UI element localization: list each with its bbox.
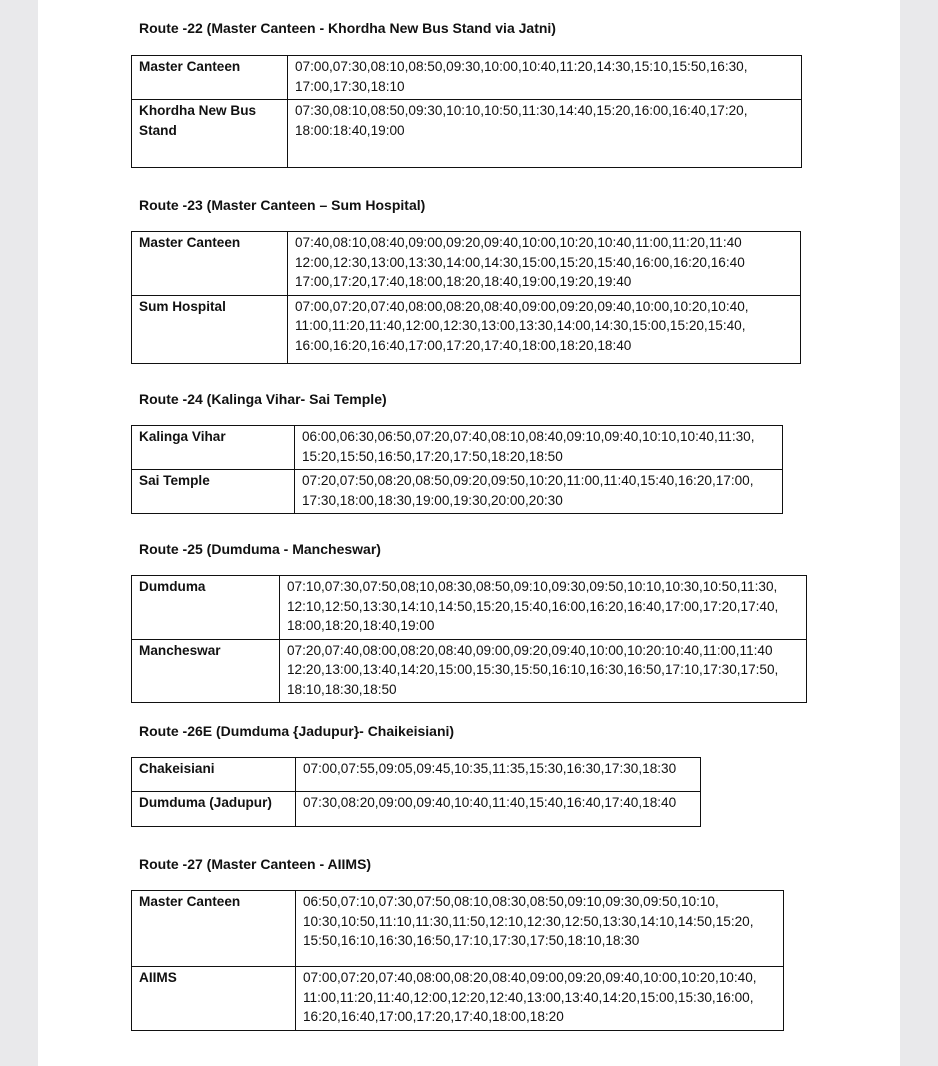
stop-name: Chakeisiani (132, 758, 296, 792)
timetable (131, 575, 807, 703)
table-row (132, 232, 801, 296)
route-title: Route -22 (Master Canteen - Khordha New Bus Stand via Jatni) (139, 20, 556, 36)
departure-times: 07:00,07:30,08:10,08:50,09:30,10:00,10:40,11:20,14:30,15:10,15:50,16:30, 17:00,17:30,18:10 (288, 56, 802, 100)
route-title: Route -26E (Dumduma {Jadupur}- Chaikeisiani) (139, 723, 455, 739)
table-row (132, 100, 802, 168)
timetable (131, 55, 802, 168)
departure-times: 07:00,07:20,07:40,08:00,08:20,08:40,09:00,09:20,09:40,10:00,10:20,10:40, 11:00,11:20,11:40,12:00,12:20,12:40,13:00,13:40,14:20,15:00,15:30,16:00, 16:20,16:40,17:00,17:20,17:40,18:00,18:20 (296, 967, 784, 1031)
departure-times: 06:00,06:30,06:50,07:20,07:40,08:10,08:40,09:10,09:40,10:10,10:40,11:30, 15:20,15:50,16:50,17:20,17:50,18:20,18:50 (295, 426, 783, 470)
departure-times: 07:10,07:30,07:50,08;10,08:30,08:50,09:10,09:30,09:50,10:10,10:30,10:50,11:30, 12:10,12:50,13:30,14:10,14:50,15:20,15:40,16:00,16:20,16:40,17:00,17:20,17:40, 18:00,18:20,18:40,19:00 (280, 576, 807, 640)
table-row (132, 470, 783, 514)
stop-name: AIIMS (132, 967, 296, 1031)
stop-name: Master Canteen (132, 56, 288, 100)
route-title: Route -23 (Master Canteen – Sum Hospital) (139, 197, 426, 213)
departure-times: 07:00,07:20,07:40,08:00,08:20,08:40,09:00,09:20,09:40,10:00,10:20,10:40, 11:00,11:20,11:40,12:00,12:30,13:00,13:30,14:00,14:30,15:00,15:20,15:40, 16:00,16:20,16:40,17:00,17:20,17:40,18:00,18:20,18:40 (288, 295, 801, 363)
document-page (38, 0, 900, 1066)
table-row (132, 967, 784, 1031)
stop-name: Master Canteen (132, 232, 288, 296)
table-row (132, 576, 807, 640)
table-row (132, 792, 701, 827)
table-row (132, 295, 801, 363)
table-row (132, 56, 802, 100)
timetable (131, 890, 784, 1031)
table-row (132, 758, 701, 792)
table-row (132, 639, 807, 703)
departure-times: 06:50,07:10,07:30,07:50,08:10,08:30,08:50,09:10,09:30,09:50,10:10, 10:30,10:50,11:10,11:30,11:50,12:10,12:30,12:50,13:30,14:10,14:50,15:20, 15:50,16:10,16:30,16:50,17:10,17:30,17:50,18:10,18:30 (296, 891, 784, 967)
route-title: Route -25 (Dumduma - Mancheswar) (139, 541, 381, 557)
stop-name: Khordha New Bus Stand (132, 100, 288, 168)
stop-name: Master Canteen (132, 891, 296, 967)
table-row (132, 891, 784, 967)
departure-times: 07:40,08:10,08:40,09:00,09:20,09:40,10:00,10:20,10:40,11:00,11:20,11:40 12:00,12:30,13:00,13:30,14:00,14:30,15:00,15:20,15:40,16:00,16:20,16:40 17:00,17:20,17:40,18:00,18:20,18:40,19:00,19:20,19:40 (288, 232, 801, 296)
timetable (131, 231, 801, 364)
route-title: Route -27 (Master Canteen - AIIMS) (139, 856, 372, 872)
departure-times: 07:30,08:10,08:50,09:30,10:10,10:50,11:30,14:40,15:20,16:00,16:40,17:20, 18:00:18:40,19:00 (288, 100, 802, 168)
timetable (131, 757, 701, 827)
departure-times: 07:20,07:50,08:20,08:50,09:20,09:50,10:20,11:00,11:40,15:40,16:20,17:00, 17:30,18:00,18:30,19:00,19:30,20:00,20:30 (295, 470, 783, 514)
timetable (131, 425, 783, 514)
stop-name: Sum Hospital (132, 295, 288, 363)
table-row (132, 426, 783, 470)
stop-name: Mancheswar (132, 639, 280, 703)
departure-times: 07:20,07:40,08:00,08:20,08:40,09:00,09:20,09:40,10:00,10:20:10:40,11:00,11:40 12:20,13:00,13:40,14:20,15:00,15:30,15:50,16:10,16:30,16:50,17:10,17:30,17:50, 18:10,18:30,18:50 (280, 639, 807, 703)
stop-name: Kalinga Vihar (132, 426, 295, 470)
stop-name: Sai Temple (132, 470, 295, 514)
route-title: Route -24 (Kalinga Vihar- Sai Temple) (139, 391, 387, 407)
stop-name: Dumduma (132, 576, 280, 640)
departure-times: 07:00,07:55,09:05,09:45,10:35,11:35,15:30,16:30,17:30,18:30 (296, 758, 701, 792)
departure-times: 07:30,08:20,09:00,09:40,10:40,11:40,15:40,16:40,17:40,18:40 (296, 792, 701, 827)
stop-name: Dumduma (Jadupur) (132, 792, 296, 827)
